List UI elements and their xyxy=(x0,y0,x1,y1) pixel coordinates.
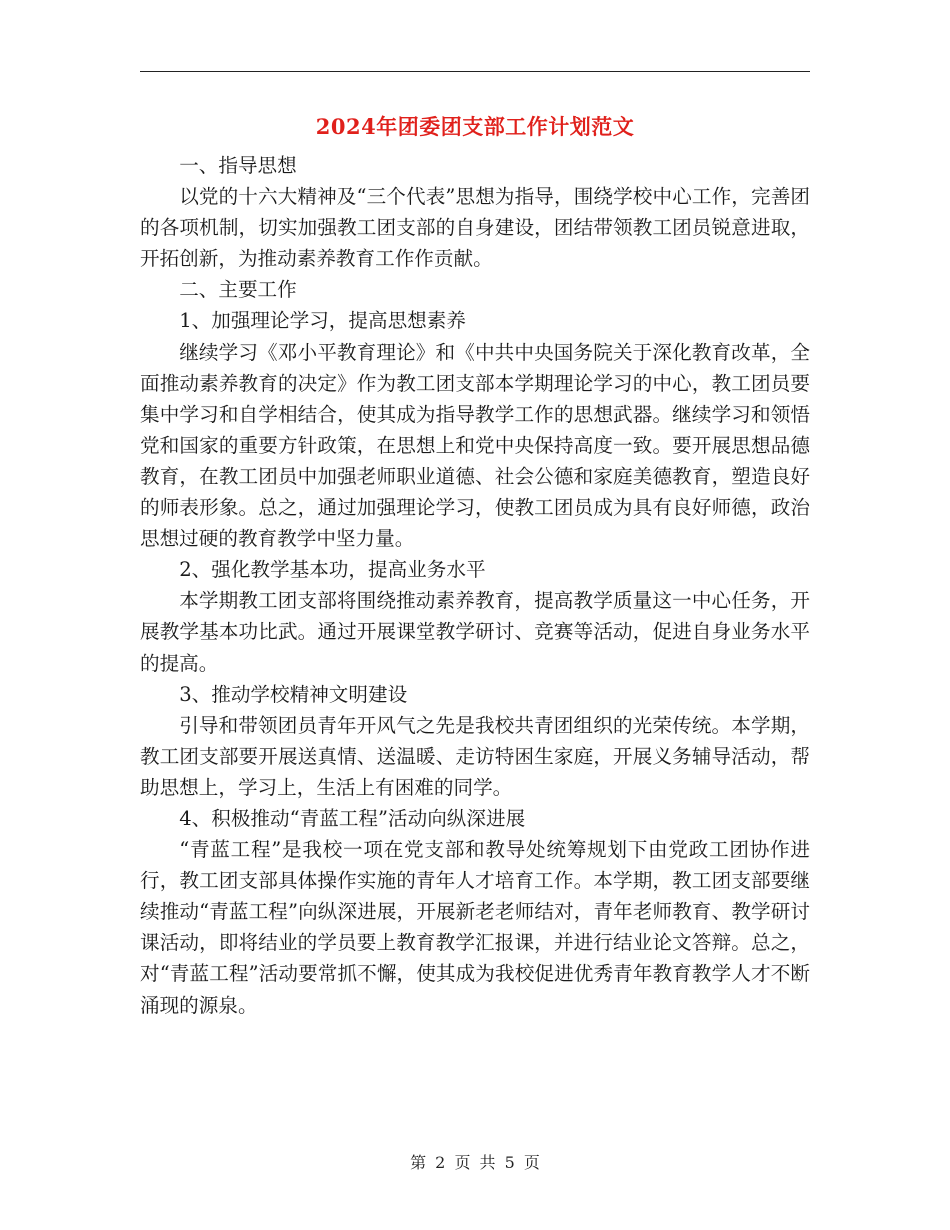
paragraph-teaching-skills: 本学期教工团支部将围绕推动素养教育，提高教学质量这一中心任务，开展教学基本功比武。通过开展课堂教学研讨、竞赛等活动，促进自身业务水平的提高。 xyxy=(140,589,810,675)
subheading-qinglan-project: 4、积极推动“青蓝工程”活动向纵深进展 xyxy=(179,806,526,830)
subheading-spiritual-civilization: 3、推动学校精神文明建设 xyxy=(179,682,408,706)
subheading-theory-study: 1、加强理论学习，提高思想素养 xyxy=(179,309,466,333)
document-title: 2024年团委团支部工作计划范文 xyxy=(315,114,635,139)
section-heading-main-work: 二、主要工作 xyxy=(179,278,297,302)
section-heading-guiding-thought: 一、指导思想 xyxy=(179,154,297,177)
paragraph-spiritual-civilization: 引导和带领团员青年开风气之先是我校共青团组织的光荣传统。本学期，教工团支部要开展送真情、送温暖、走访特困生家庭，开展义务辅导活动，帮助思想上，学习上，生活上有困难的同学。 xyxy=(140,713,810,799)
paragraph-qinglan-project: “青蓝工程”是我校一项在党支部和教导处统筹规划下由党政工团协作进行，教工团支部具体操作实施的青年人才培育工作。本学期，教工团支部要继续推动“青蓝工程”向纵深进展，开展新老老师结对，青年老师教育、教学研讨课活动，即将结业的学员要上教育教学汇报课，并进行结业论文答辩。总之，对“青蓝工程”活动要常抓不懈，使其成为我校促进优秀青年教育教学人才不断涌现的源泉。 xyxy=(140,838,810,1017)
header-rule xyxy=(140,71,810,72)
paragraph-guiding-thought: 以党的十六大精神及“三个代表”思想为指导，围绕学校中心工作，完善团的各项机制，切实加强教工团支部的自身建设，团结带领教工团员锐意进取，开拓创新，为推动素养教育工作作贡献。 xyxy=(140,185,810,271)
paragraph-theory-study: 继续学习《邓小平教育理论》和《中共中央国务院关于深化教育改革，全面推动素养教育的决定》作为教工团支部本学期理论学习的中心，教工团员要集中学习和自学相结合，使其成为指导教学工作的思想武器。继续学习和领悟党和国家的重要方针政策，在思想上和党中央保持高度一致。要开展思想品德教育，在教工团员中加强老师职业道德、社会公德和家庭美德教育，塑造良好的师表形象。总之，通过加强理论学习，使教工团员成为具有良好师德，政治思想过硬的教育教学中坚力量。 xyxy=(140,340,810,551)
page-number-footer: 第 2 页 共 5 页 xyxy=(410,1153,540,1172)
document-body xyxy=(140,150,810,1021)
subheading-teaching-skills: 2、强化教学基本功，提高业务水平 xyxy=(179,558,486,582)
